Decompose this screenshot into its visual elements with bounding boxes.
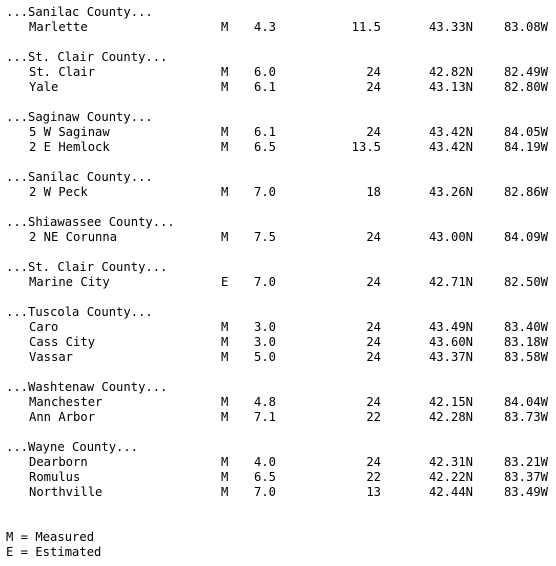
duration-value: 24 bbox=[366, 320, 381, 334]
location-name: Dearborn bbox=[29, 455, 88, 469]
measurement-type: M bbox=[221, 320, 229, 334]
latitude-value: 43.37N bbox=[428, 350, 473, 364]
legend-line bbox=[6, 530, 554, 545]
latitude-value: 42.44N bbox=[428, 485, 473, 499]
county-name: ...St. Clair County... bbox=[6, 50, 168, 64]
duration-value: 24 bbox=[366, 335, 381, 349]
latitude-value: 43.13N bbox=[428, 80, 473, 94]
measurement-type: M bbox=[221, 335, 229, 349]
amount-value: 7.5 bbox=[253, 230, 276, 244]
county-header bbox=[6, 110, 554, 125]
longitude-value: 83.58W bbox=[503, 350, 548, 364]
report-row bbox=[6, 275, 554, 290]
county-name: ...Wayne County... bbox=[6, 440, 139, 454]
amount-value: 5.0 bbox=[253, 350, 276, 364]
measurement-type: M bbox=[221, 230, 229, 244]
amount-value: 6.5 bbox=[253, 140, 276, 154]
county-name: ...Tuscola County... bbox=[6, 305, 153, 319]
report-row bbox=[6, 470, 554, 485]
amount-value: 7.0 bbox=[253, 185, 276, 199]
location-name: Yale bbox=[29, 80, 59, 94]
duration-value: 18 bbox=[366, 185, 381, 199]
longitude-value: 84.05W bbox=[503, 125, 548, 139]
legend-line bbox=[6, 545, 554, 560]
amount-value: 4.8 bbox=[253, 395, 276, 409]
location-name: 5 W Saginaw bbox=[29, 125, 110, 139]
duration-value: 24 bbox=[366, 80, 381, 94]
measurement-type: M bbox=[221, 410, 229, 424]
latitude-value: 42.28N bbox=[428, 410, 473, 424]
latitude-value: 42.71N bbox=[428, 275, 473, 289]
measurement-type: M bbox=[221, 485, 229, 499]
location-name: Vassar bbox=[29, 350, 74, 364]
legend-text: E = Estimated bbox=[6, 545, 102, 559]
report-row bbox=[6, 80, 554, 95]
longitude-value: 83.49W bbox=[503, 485, 548, 499]
amount-value: 3.0 bbox=[253, 335, 276, 349]
duration-value: 13.5 bbox=[351, 140, 381, 154]
location-name: Marine City bbox=[29, 275, 110, 289]
report-row bbox=[6, 125, 554, 140]
duration-value: 24 bbox=[366, 395, 381, 409]
amount-value: 7.0 bbox=[253, 485, 276, 499]
location-name: Caro bbox=[29, 320, 59, 334]
county-name: ...Washtenaw County... bbox=[6, 380, 168, 394]
measurement-type: M bbox=[221, 350, 229, 364]
report-row bbox=[6, 140, 554, 155]
duration-value: 11.5 bbox=[351, 20, 381, 34]
location-name: Marlette bbox=[29, 20, 88, 34]
spacer bbox=[6, 95, 554, 110]
spacer bbox=[6, 365, 554, 380]
amount-value: 7.1 bbox=[253, 410, 276, 424]
duration-value: 24 bbox=[366, 350, 381, 364]
latitude-value: 43.33N bbox=[428, 20, 473, 34]
amount-value: 3.0 bbox=[253, 320, 276, 334]
duration-value: 24 bbox=[366, 455, 381, 469]
duration-value: 13 bbox=[366, 485, 381, 499]
report-row bbox=[6, 320, 554, 335]
measurement-type: E bbox=[221, 275, 229, 289]
measurement-type: M bbox=[221, 65, 229, 79]
longitude-value: 83.21W bbox=[503, 455, 548, 469]
legend-text: M = Measured bbox=[6, 530, 95, 544]
county-header bbox=[6, 440, 554, 455]
longitude-value: 82.50W bbox=[503, 275, 548, 289]
longitude-value: 83.40W bbox=[503, 320, 548, 334]
longitude-value: 84.04W bbox=[503, 395, 548, 409]
amount-value: 4.0 bbox=[253, 455, 276, 469]
county-name: ...Sanilac County... bbox=[6, 5, 153, 19]
duration-value: 24 bbox=[366, 275, 381, 289]
amount-value: 7.0 bbox=[253, 275, 276, 289]
county-name: ...St. Clair County... bbox=[6, 260, 168, 274]
longitude-value: 82.80W bbox=[503, 80, 548, 94]
county-header bbox=[6, 260, 554, 275]
longitude-value: 82.86W bbox=[503, 185, 548, 199]
report-row bbox=[6, 410, 554, 425]
longitude-value: 83.08W bbox=[503, 20, 548, 34]
location-name: Ann Arbor bbox=[29, 410, 96, 424]
duration-value: 24 bbox=[366, 65, 381, 79]
report-row bbox=[6, 65, 554, 80]
spacer bbox=[6, 200, 554, 215]
location-name: 2 NE Corunna bbox=[29, 230, 118, 244]
measurement-type: M bbox=[221, 395, 229, 409]
duration-value: 22 bbox=[366, 470, 381, 484]
county-header bbox=[6, 170, 554, 185]
report-row bbox=[6, 485, 554, 500]
latitude-value: 42.31N bbox=[428, 455, 473, 469]
county-name: ...Saginaw County... bbox=[6, 110, 153, 124]
latitude-value: 42.15N bbox=[428, 395, 473, 409]
measurement-type: M bbox=[221, 185, 229, 199]
latitude-value: 43.49N bbox=[428, 320, 473, 334]
county-header bbox=[6, 305, 554, 320]
report-row bbox=[6, 185, 554, 200]
spacer bbox=[6, 290, 554, 305]
longitude-value: 84.09W bbox=[503, 230, 548, 244]
duration-value: 24 bbox=[366, 125, 381, 139]
spacer bbox=[6, 245, 554, 260]
duration-value: 22 bbox=[366, 410, 381, 424]
duration-value: 24 bbox=[366, 230, 381, 244]
report-row bbox=[6, 350, 554, 365]
storm-report-text bbox=[6, 5, 554, 560]
amount-value: 4.3 bbox=[253, 20, 276, 34]
county-header bbox=[6, 50, 554, 65]
latitude-value: 43.42N bbox=[428, 140, 473, 154]
report-row bbox=[6, 455, 554, 470]
amount-value: 6.1 bbox=[253, 80, 276, 94]
latitude-value: 43.42N bbox=[428, 125, 473, 139]
amount-value: 6.5 bbox=[253, 470, 276, 484]
latitude-value: 43.60N bbox=[428, 335, 473, 349]
amount-value: 6.0 bbox=[253, 65, 276, 79]
spacer bbox=[6, 35, 554, 50]
report-row bbox=[6, 20, 554, 35]
longitude-value: 84.19W bbox=[503, 140, 548, 154]
measurement-type: M bbox=[221, 80, 229, 94]
spacer bbox=[6, 425, 554, 440]
location-name: 2 E Hemlock bbox=[29, 140, 110, 154]
county-name: ...Shiawassee County... bbox=[6, 215, 175, 229]
spacer bbox=[6, 515, 554, 530]
spacer bbox=[6, 155, 554, 170]
latitude-value: 42.82N bbox=[428, 65, 473, 79]
location-name: St. Clair bbox=[29, 65, 96, 79]
latitude-value: 43.26N bbox=[428, 185, 473, 199]
amount-value: 6.1 bbox=[253, 125, 276, 139]
county-header bbox=[6, 5, 554, 20]
county-name: ...Sanilac County... bbox=[6, 170, 153, 184]
location-name: Manchester bbox=[29, 395, 103, 409]
report-row bbox=[6, 335, 554, 350]
longitude-value: 82.49W bbox=[503, 65, 548, 79]
report-row bbox=[6, 230, 554, 245]
county-header bbox=[6, 215, 554, 230]
measurement-type: M bbox=[221, 455, 229, 469]
report-row bbox=[6, 395, 554, 410]
longitude-value: 83.73W bbox=[503, 410, 548, 424]
latitude-value: 42.22N bbox=[428, 470, 473, 484]
location-name: 2 W Peck bbox=[29, 185, 88, 199]
longitude-value: 83.37W bbox=[503, 470, 548, 484]
measurement-type: M bbox=[221, 20, 229, 34]
measurement-type: M bbox=[221, 140, 229, 154]
measurement-type: M bbox=[221, 125, 229, 139]
county-header bbox=[6, 380, 554, 395]
longitude-value: 83.18W bbox=[503, 335, 548, 349]
measurement-type: M bbox=[221, 470, 229, 484]
location-name: Romulus bbox=[29, 470, 81, 484]
location-name: Cass City bbox=[29, 335, 96, 349]
spacer bbox=[6, 500, 554, 515]
latitude-value: 43.00N bbox=[428, 230, 473, 244]
location-name: Northville bbox=[29, 485, 103, 499]
